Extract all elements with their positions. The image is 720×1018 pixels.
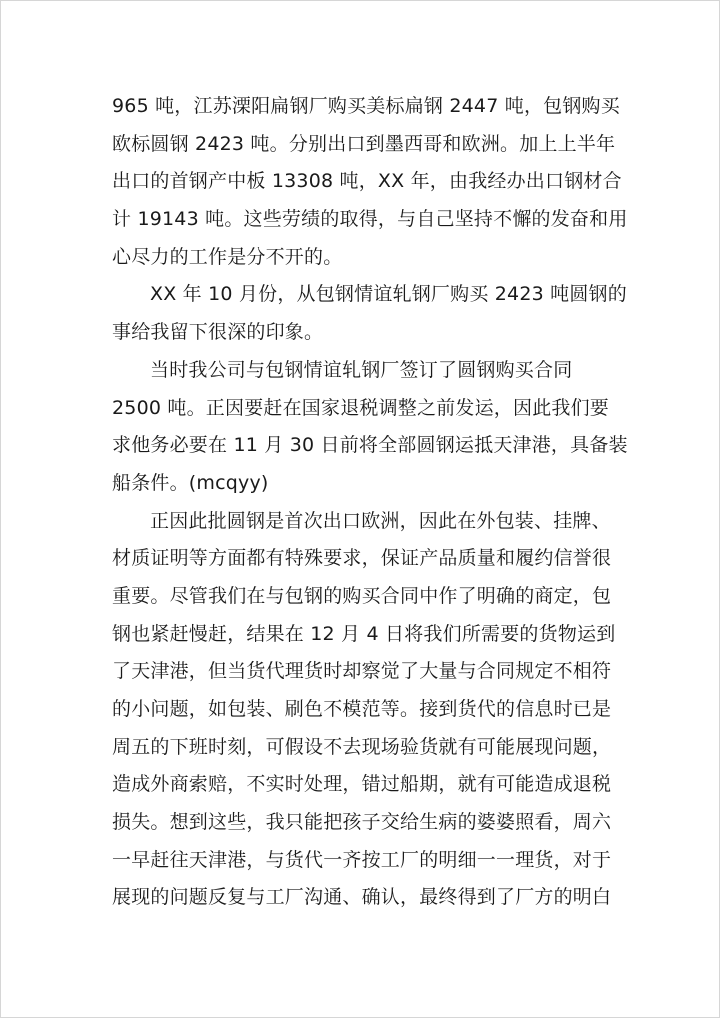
paragraph-first-line: 当时我公司与包钢情谊轧钢厂签订了圆钢购买合同 [150, 358, 573, 381]
text-line: 的小问题，如包装、刷色不模范等。接到货代的信息时已是 [112, 698, 612, 720]
paragraph-first-line: 正因此批圆钢是首次出口欧洲，因此在外包装、挂牌、 [150, 509, 611, 532]
text-line: 重要。尽管我们在与包钢的购买合同中作了明确的商定，包 [112, 584, 612, 607]
paragraph-first-line: XX 年 10 月份，从包钢情谊轧钢厂购买 2423 吨圆钢的 [150, 283, 627, 306]
text-line: 船条件。(mcqyy) [112, 471, 269, 494]
text-line: 一早赶往天津港，与货代一齐按工厂的明细一一理货，对于 [112, 848, 612, 871]
text-line: 材质证明等方面都有特殊要求，保证产品质量和履约信誉很 [112, 547, 612, 570]
text-line: 出口的首钢产中板 13308 吨，XX 年，由我经办出口钢材合 [112, 170, 622, 193]
text-line: 周五的下班时刻，可假设不去现场验货就有可能展现问题， [112, 735, 612, 758]
text-line: 事给我留下很深的印象。 [112, 321, 324, 344]
text-line: 了天津港，但当货代理货时却察觉了大量与合同规定不相符 [112, 660, 612, 683]
text-line: 求他务必要在 11 月 30 日前将全部圆钢运抵天津港，具备装 [112, 434, 628, 457]
text-line: 计 19143 吨。这些劳绩的取得，与自己坚持不懈的发奋和用 [112, 208, 628, 231]
text-line: 欧标圆钢 2423 吨。分别出口到墨西哥和欧洲。加上上半年 [112, 132, 616, 155]
text-line: 965 吨，江苏溧阳扁钢厂购买美标扁钢 2447 吨，包钢购买 [112, 95, 620, 117]
text-line: 钢也紧赶慢赶，结果在 12 月 4 日将我们所需要的货物运到 [112, 622, 616, 645]
text-line: 2500 吨。正因要赶在国家退税调整之前发运，因此我们要 [112, 396, 609, 419]
text-line: 损失。想到这些，我只能把孩子交给生病的婆婆照看，周六 [112, 811, 612, 834]
text-line: 展现的问题反复与工厂沟通、确认，最终得到了厂方的明白 [112, 886, 612, 909]
text-line: 心尽力的工作是分不开的。 [112, 245, 343, 268]
document-body [112, 91, 628, 920]
text-line: 造成外商索赔，不实时处理，错过船期，就有可能造成退税 [112, 773, 612, 796]
